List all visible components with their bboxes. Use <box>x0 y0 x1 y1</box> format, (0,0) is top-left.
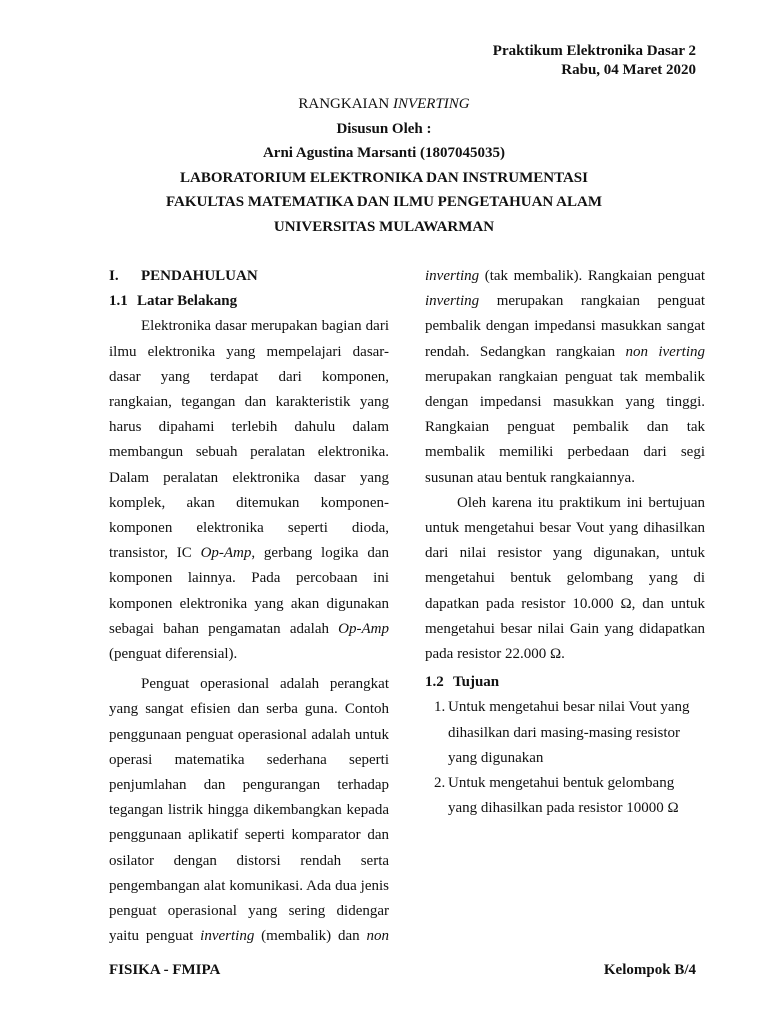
paragraph-background-1: Elektronika dasar merupakan bagian dari ilmu elektronika yang mempelajari dasar-dasar yang terdapat dari komponen, rangkaian, tegangan dan karakteristik yang harus dipahami terlebih dahulu dalam membangun sebuah peralatan elektronika. Dalam peralatan elektronika dasar yang komplek, akan ditemukan komponen-komponen elektronika seperti dioda, transistor, IC Op-Amp, gerbang logika dan komponen lainnya. Pada percobaan ini komponen elektronika yang akan digunakan sebagai bahan pengamatan adalah Op-Amp (penguat diferensial). <box>109 318 389 663</box>
subsection-heading-background: 1.1 Latar Belakang <box>109 293 238 310</box>
list-item: 1. Untuk mengetahui besar nilai Vout yang dihasilkan dari masing-masing resistor yang digunakan <box>434 699 690 766</box>
paragraph-background-3: Oleh karena itu praktikum ini bertujuan untuk mengetahui besar Vout yang dihasilkan dari nilai resistor yang digunakan, untuk mengetahui bentuk gelombang yang di dapatkan pada resistor 10.000 Ω, dan untuk mengetahui besar nilai Gain yang didapatkan pada resistor 22.000 Ω. <box>425 494 705 663</box>
faculty-name: FAKULTAS MATEMATIKA DAN ILMU PENGETAHUAN ALAM <box>166 194 602 210</box>
paragraph-background-2-continued: inverting (tak membalik). Rangkaian penguat inverting merupakan rangkaian penguat pembalik dengan impedansi masukkan sangat rendah. Sedangkan rangkaian non iverting merupakan rangkaian penguat tak membalik dengan impedansi masukkan yang tinggi. Rangkaian penguat pembalik dan tak membalik memiliki perbedaan dari segi susunan atau bentuk rangkaiannya. <box>425 268 706 486</box>
course-name: Praktikum Elektronika Dasar 2 <box>492 43 696 59</box>
running-header <box>493 42 696 80</box>
author-name: Arni Agustina Marsanti (1807045035) <box>262 145 506 161</box>
right-column <box>425 264 705 821</box>
report-title: RANGKAIAN INVERTING <box>298 96 470 112</box>
left-column <box>109 264 389 949</box>
title-block <box>0 92 768 239</box>
university-name: UNIVERSITAS MULAWARMAN <box>273 218 495 235</box>
compiled-by-label: Disusun Oleh : <box>336 120 432 137</box>
report-date: Rabu, 04 Maret 2020 <box>561 62 696 78</box>
paragraph-background-2: Penguat operasional adalah perangkat yang sangat efisien dan serba guna. Contoh penggunaan penguat operasional adalah untuk operasi matematika sederhana seperti penjumlahan dan pengurangan terhadap tegangan listrik hingga dikembangkan kepada penggunaan aplikatif seperti komparator dan osilator dengan distorsi rendah serta pengembangan alat komunikasi. Ada dua jenis penguat operasional yang sering didengar yaitu penguat inverting (membalik) dan non <box>109 676 390 945</box>
section-heading: I. PENDAHULUAN <box>109 268 258 284</box>
footer-group: Kelompok B/4 <box>603 962 696 978</box>
lab-name: LABORATORIUM ELEKTRONIKA DAN INSTRUMENTASI <box>180 169 588 186</box>
subsection-heading-goals: 1.2 Tujuan <box>425 674 500 691</box>
list-item: 2. Untuk mengetahui bentuk gelombang yang dihasilkan pada resistor 10000 Ω <box>434 775 679 817</box>
footer-department: FISIKA - FMIPA <box>109 962 221 978</box>
goals-list <box>425 695 705 821</box>
